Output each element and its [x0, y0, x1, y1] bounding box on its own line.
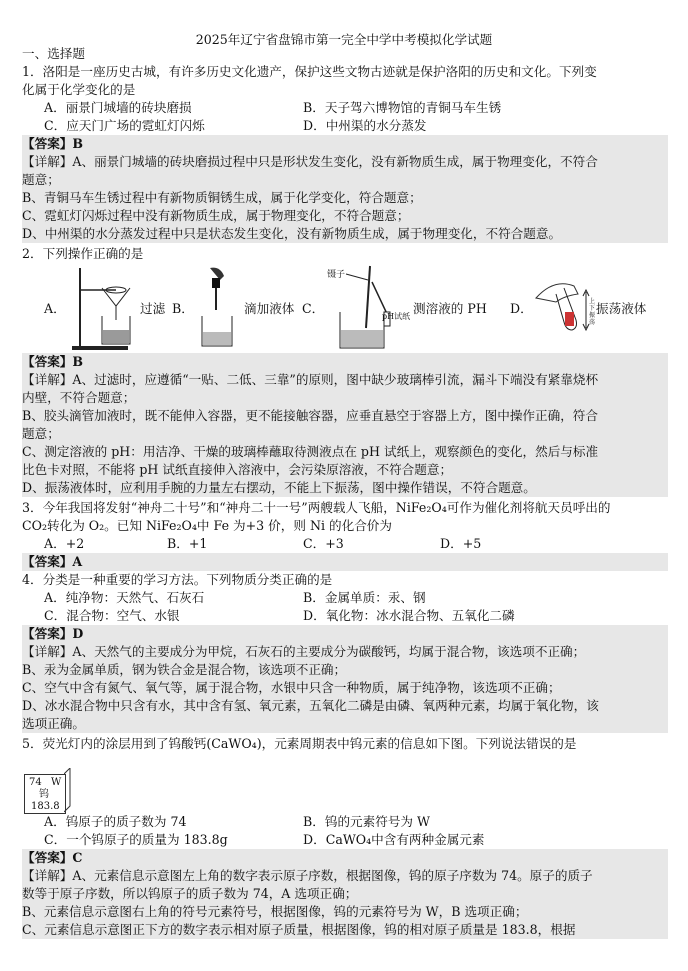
q4-option-c: C．混合物：空气、水银	[44, 608, 180, 623]
q2-option-a-label: 过滤	[140, 301, 166, 316]
q4-detail: B、汞为金属单质，钢为铁合金是混合物，该选项不正确；	[22, 661, 668, 679]
q2-stem: 2．下列操作正确的是	[22, 246, 144, 261]
q4-option-a: A．纯净物：天然气、石灰石	[44, 590, 205, 605]
q2-detail: 比色卡对照，不能将 pH 试纸直接伸入溶液中，会污染原溶液，不符合题意；	[22, 461, 668, 479]
q1-option-a: A．丽景门城墙的砖块磨损	[44, 100, 192, 115]
q2-detail: B、胶头滴管加液时，既不能伸入容器，更不能接触容器，应垂直悬空于容器上方，图中操作正确，符合	[22, 407, 668, 425]
q3-stem: 3．今年我国将发射“神舟二十号”和“神舟二十一号”两艘载人飞船，NiFe₂O₄可作为催化剂将航天员呼出的	[22, 500, 611, 515]
q3-option-d: D．+5	[440, 536, 482, 551]
q5-answer: 【答案】C	[22, 849, 668, 867]
q2-detail: D、振荡液体时，应利用手腕的力量左右摆动，不能上下振荡，图中操作错误，不符合题意。	[22, 479, 668, 497]
q2-option-b-letter: B．	[172, 301, 194, 316]
q2-detail: C、测定溶液的 pH：用洁净、干燥的玻璃棒蘸取待测液点在 pH 试纸上，观察颜色的变化，然后与标准	[22, 443, 668, 461]
section-heading: 一、选择题	[22, 46, 85, 61]
q4-answer: 【答案】D	[22, 625, 668, 643]
q3-option-b: B．+1	[167, 536, 208, 551]
q5-detail: B、元素信息示意图右上角的符号元素符号，根据图像，钨的元素符号为 W，B 选项正确；	[22, 903, 668, 921]
q5-detail: 数等于原子序数，所以钨原子的质子数为 74，A 选项正确；	[22, 885, 668, 903]
tweezers-label: 镊子	[327, 270, 346, 280]
q4-option-d: D．氧化物：冰水混合物、五氧化二磷	[303, 608, 515, 623]
q2-option-c-label: 测溶液的 PH	[413, 301, 487, 316]
q5-stem: 5．荧光灯内的涂层用到了钨酸钙(CaWO₄)，元素周期表中钨元素的信息如下图。下列说法错误的是	[22, 736, 577, 751]
dropper-figure	[196, 264, 240, 352]
q4-detail: D、冰水混合物中只含有水，其中含有氢、氧元素，五氧化二磷是由磷、氧两种元素，均属于氧化物，该	[22, 697, 668, 715]
q2-detail: 【详解】A、过滤时，应遵循“一贴、二低、三靠”的原则，图中缺少玻璃棒引流，漏斗下端没有紧靠烧杯	[22, 371, 668, 389]
shake-tube-figure	[534, 272, 594, 340]
q2-option-a-letter: A．	[44, 301, 66, 316]
q4-detail: 【详解】A、天然气的主要成分为甲烷，石灰石的主要成分为碳酸钙，均属于混合物，该选项不正确；	[22, 643, 668, 661]
q4-option-b: B．金属单质：汞、钢	[303, 590, 426, 605]
q3-option-c: C．+3	[303, 536, 344, 551]
q3-stem-cont: CO₂转化为 O₂。已知 NiFe₂O₄中 Fe 为+3 价，则 Ni 的化合价为	[22, 518, 392, 533]
q5-option-d: D．CaWO₄中含有两种金属元素	[303, 832, 485, 847]
q2-detail: 内壁，不符合题意；	[22, 389, 668, 407]
filtration-figure	[72, 264, 134, 352]
q1-detail: D、中州渠的水分蒸发过程中只是状态发生变化，没有新物质生成，属于物理变化，不符合题意。	[22, 225, 668, 243]
page-title: 2025年辽宁省盘锦市第一完全中学中考模拟化学试题	[195, 32, 493, 47]
shake-direction-label: 上下振荡	[589, 298, 596, 326]
q2-option-c-letter: C．	[302, 301, 325, 316]
element-card	[24, 774, 66, 814]
element-name: 钨	[39, 789, 49, 800]
element-number: 74	[29, 777, 42, 788]
q1-detail: C、霓虹灯闪烁过程中没有新物质生成，属于物理变化，不符合题意；	[22, 207, 668, 225]
q4-stem: 4．分类是一种重要的学习方法。下列物质分类正确的是	[22, 572, 333, 587]
q5-detail: C、元素信息示意图正下方的数字表示相对原子质量，根据图像，钨的相对原子质量是 183.8，根据	[22, 921, 668, 939]
q1-option-c: C．应天门广场的霓虹灯闪烁	[44, 118, 205, 133]
q1-option-d: D．中州渠的水分蒸发	[303, 118, 427, 133]
q3-option-a: A．+2	[44, 536, 85, 551]
q2-detail: 题意；	[22, 425, 668, 443]
q3-answer: 【答案】A	[22, 553, 668, 571]
q2-option-d-label: 振荡液体	[596, 301, 647, 316]
q2-answer: 【答案】B	[22, 353, 668, 371]
q2-option-b-label: 滴加液体	[244, 301, 295, 316]
element-symbol: W	[51, 777, 62, 788]
element-card-shadow	[64, 768, 72, 814]
q4-detail: C、空气中含有氮气、氧气等，属于混合物，水银中只含一种物质，属于纯净物，该选项不正确；	[22, 679, 668, 697]
q5-detail: 【详解】A、元素信息示意图左上角的数字表示原子序数，根据图像，钨的原子序数为 74。原子的质子	[22, 867, 668, 885]
q1-detail: 【详解】A、丽景门城墙的砖块磨损过程中只是形状发生变化，没有新物质生成，属于物理变化，不符合	[22, 153, 668, 171]
ph-paper-label: pH试纸	[382, 312, 411, 321]
q1-stem-cont: 化属于化学变化的是	[22, 82, 136, 97]
q1-stem: 1．洛阳是一座历史古城，有许多历史文化遗产，保护这些文物古迹就是保护洛阳的历史和文化。下列变	[22, 64, 597, 79]
q1-option-b: B．天子驾六博物馆的青铜马车生锈	[303, 100, 502, 115]
q4-detail: 选项正确。	[22, 715, 668, 733]
q1-detail: B、青铜马车生锈过程中有新物质铜锈生成，属于化学变化，符合题意；	[22, 189, 668, 207]
q5-option-a: A．钨原子的质子数为 74	[44, 814, 187, 829]
ph-test-figure	[326, 262, 416, 352]
q2-option-d-letter: D．	[510, 301, 533, 316]
element-mass: 183.8	[31, 801, 60, 812]
q5-option-c: C．一个钨原子的质量为 183.8g	[44, 832, 228, 847]
q5-option-b: B．钨的元素符号为 W	[303, 814, 430, 829]
q1-detail: 题意；	[22, 171, 668, 189]
q1-answer: 【答案】B	[22, 135, 668, 153]
